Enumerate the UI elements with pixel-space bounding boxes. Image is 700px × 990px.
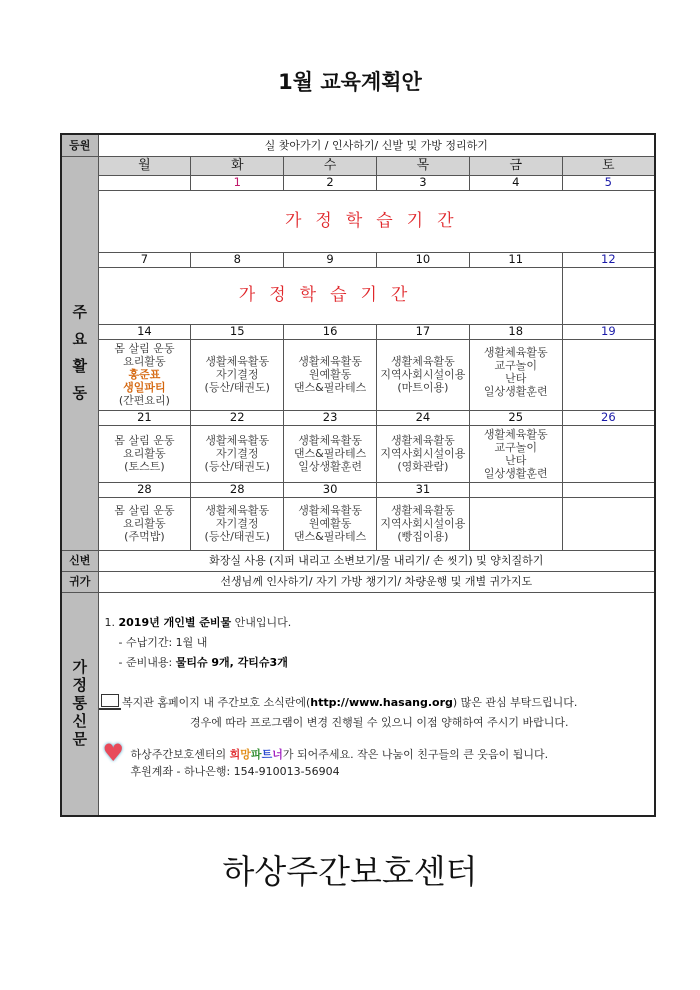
day-sat: 토 (562, 156, 655, 175)
date-cell: 21 (98, 410, 191, 425)
activity-cell: 생활체육활동 교구놀이 난타 일상생활훈련 (469, 425, 562, 482)
hygiene-text: 화장실 사용 (지퍼 내리고 소변보기/물 내리기/ 손 씻기) 및 양치질하기 (98, 550, 655, 571)
date-row (61, 324, 655, 339)
activity-cell: 생활체육활동 댄스&필라테스 일상생활훈련 (284, 425, 377, 482)
newsletter-row (61, 592, 655, 816)
day-mon: 월 (98, 156, 191, 175)
main-activities-label: 주 요 활 동 (61, 156, 98, 550)
day-wed: 수 (284, 156, 377, 175)
date-cell: 25 (469, 410, 562, 425)
date-cell: 2 (284, 175, 377, 190)
homepage-line: 복지관 홈페이지 내 주간보호 소식란에(http://www.hasang.org) 많은 관심 부탁드립니다. (101, 693, 655, 713)
empty-cell (562, 267, 655, 324)
holiday-row (61, 267, 655, 324)
date-cell: 26 (562, 410, 655, 425)
date-cell: 28 (191, 482, 284, 497)
newsletter-content (98, 592, 655, 816)
date-cell: 8 (191, 252, 284, 267)
date-cell: 19 (562, 324, 655, 339)
activity-cell (562, 497, 655, 550)
activity-cell: 생활체육활동 자기결정 (등산/태권도) (191, 339, 284, 410)
date-cell: 30 (284, 482, 377, 497)
day-tue: 화 (191, 156, 284, 175)
center-name: 하상주간보호센터 (222, 852, 478, 891)
activity-row (61, 497, 655, 550)
arrival-text: 실 찾아가기 / 인사하기/ 신발 및 가방 정리하기 (98, 134, 655, 156)
date-cell: 3 (376, 175, 469, 190)
going-home-text: 선생님께 인사하기/ 자기 가방 챙기기/ 차량운행 및 개별 귀가지도 (98, 571, 655, 592)
date-cell: 7 (98, 252, 191, 267)
homepage-link[interactable]: http://www.hasang.org (310, 695, 453, 709)
arrival-label: 등원 (61, 134, 98, 156)
date-row (61, 252, 655, 267)
holiday-row (61, 190, 655, 252)
activity-cell: 몸 살림 운동 요리활동 (주먹밥) (98, 497, 191, 550)
date-row (61, 175, 655, 190)
supplies-contents: - 준비내용: 물티슈 9개, 각티슈3개 (118, 655, 288, 669)
date-row (61, 410, 655, 425)
date-cell: 31 (376, 482, 469, 497)
supplies-notice: 1. 2019년 개인별 준비물 안내입니다. (104, 615, 292, 629)
going-home-label: 귀가 (61, 571, 98, 592)
newsletter-label: 가 정 통 신 문 (61, 592, 98, 816)
birthday-name: 홍준표 (128, 368, 161, 381)
birthday-party: 생일파티 (123, 381, 166, 394)
activity-cell: 생활체육활동 원예활동 댄스&필라테스 (284, 339, 377, 410)
date-cell: 22 (191, 410, 284, 425)
education-plan-table (60, 133, 656, 817)
day-header-row (61, 156, 655, 175)
day-fri: 금 (469, 156, 562, 175)
date-cell: 10 (376, 252, 469, 267)
date-cell: 11 (469, 252, 562, 267)
day-thu: 목 (376, 156, 469, 175)
activity-cell (562, 339, 655, 410)
home-study-period: 가정학습기간 (98, 190, 655, 252)
arrival-row (61, 134, 655, 156)
page-title: 1월 교육계획안 (278, 70, 422, 94)
date-cell: 9 (284, 252, 377, 267)
date-cell: 1 (191, 175, 284, 190)
date-cell: 17 (376, 324, 469, 339)
date-cell (562, 482, 655, 497)
activity-cell: 생활체육활동 교구놀이 난타 일상생활훈련 (469, 339, 562, 410)
activity-cell: 몸 살림 운동 요리활동 (토스트) (98, 425, 191, 482)
going-home-row (61, 571, 655, 592)
date-cell: 14 (98, 324, 191, 339)
payment-period: - 수납기간: 1월 내 (118, 635, 208, 649)
partner-line: ♥ 하상주간보호센터의 희망파트너가 되어주세요. 작은 나눔이 친구들의 큰 웃음이 됩니다. (102, 738, 549, 767)
date-cell: 23 (284, 410, 377, 425)
date-cell: 4 (469, 175, 562, 190)
activity-cell: 생활체육활동 지역사회시설이용 (빵집이용) (376, 497, 469, 550)
date-cell: 5 (562, 175, 655, 190)
activity-cell: 생활체육활동 원예활동 댄스&필라테스 (284, 497, 377, 550)
activity-cell: 생활체육활동 지역사회시설이용 (마트이용) (376, 339, 469, 410)
date-cell (469, 482, 562, 497)
activity-cell (469, 497, 562, 550)
activity-cell (562, 425, 655, 482)
activity-row (61, 339, 655, 410)
date-row (61, 482, 655, 497)
activity-cell: 생활체육활동 자기결정 (등산/태권도) (191, 497, 284, 550)
date-cell: 18 (469, 324, 562, 339)
hygiene-label: 신변 (61, 550, 98, 571)
activity-cell: 몸 살림 운동 요리활동 홍준표 생일파티 (간편요리) (98, 339, 191, 410)
activity-row (61, 425, 655, 482)
donation-account: 후원계좌 - 하나은행: 154-910013-56904 (130, 764, 340, 778)
date-cell: 28 (98, 482, 191, 497)
computer-icon (101, 694, 119, 707)
date-cell: 24 (376, 410, 469, 425)
change-notice: 경우에 따라 프로그램이 변경 진행될 수 있으니 이점 양해하여 주시기 바랍니다. (190, 715, 569, 729)
activity-cell: 생활체육활동 자기결정 (등산/태권도) (191, 425, 284, 482)
activity-cell: 생활체육활동 지역사회시설이용 (영화관람) (376, 425, 469, 482)
home-study-period: 가정학습기간 (98, 267, 562, 324)
date-cell (98, 175, 191, 190)
date-cell: 12 (562, 252, 655, 267)
heart-icon: ♥ (102, 738, 125, 767)
hygiene-row (61, 550, 655, 571)
date-cell: 15 (191, 324, 284, 339)
date-cell: 16 (284, 324, 377, 339)
